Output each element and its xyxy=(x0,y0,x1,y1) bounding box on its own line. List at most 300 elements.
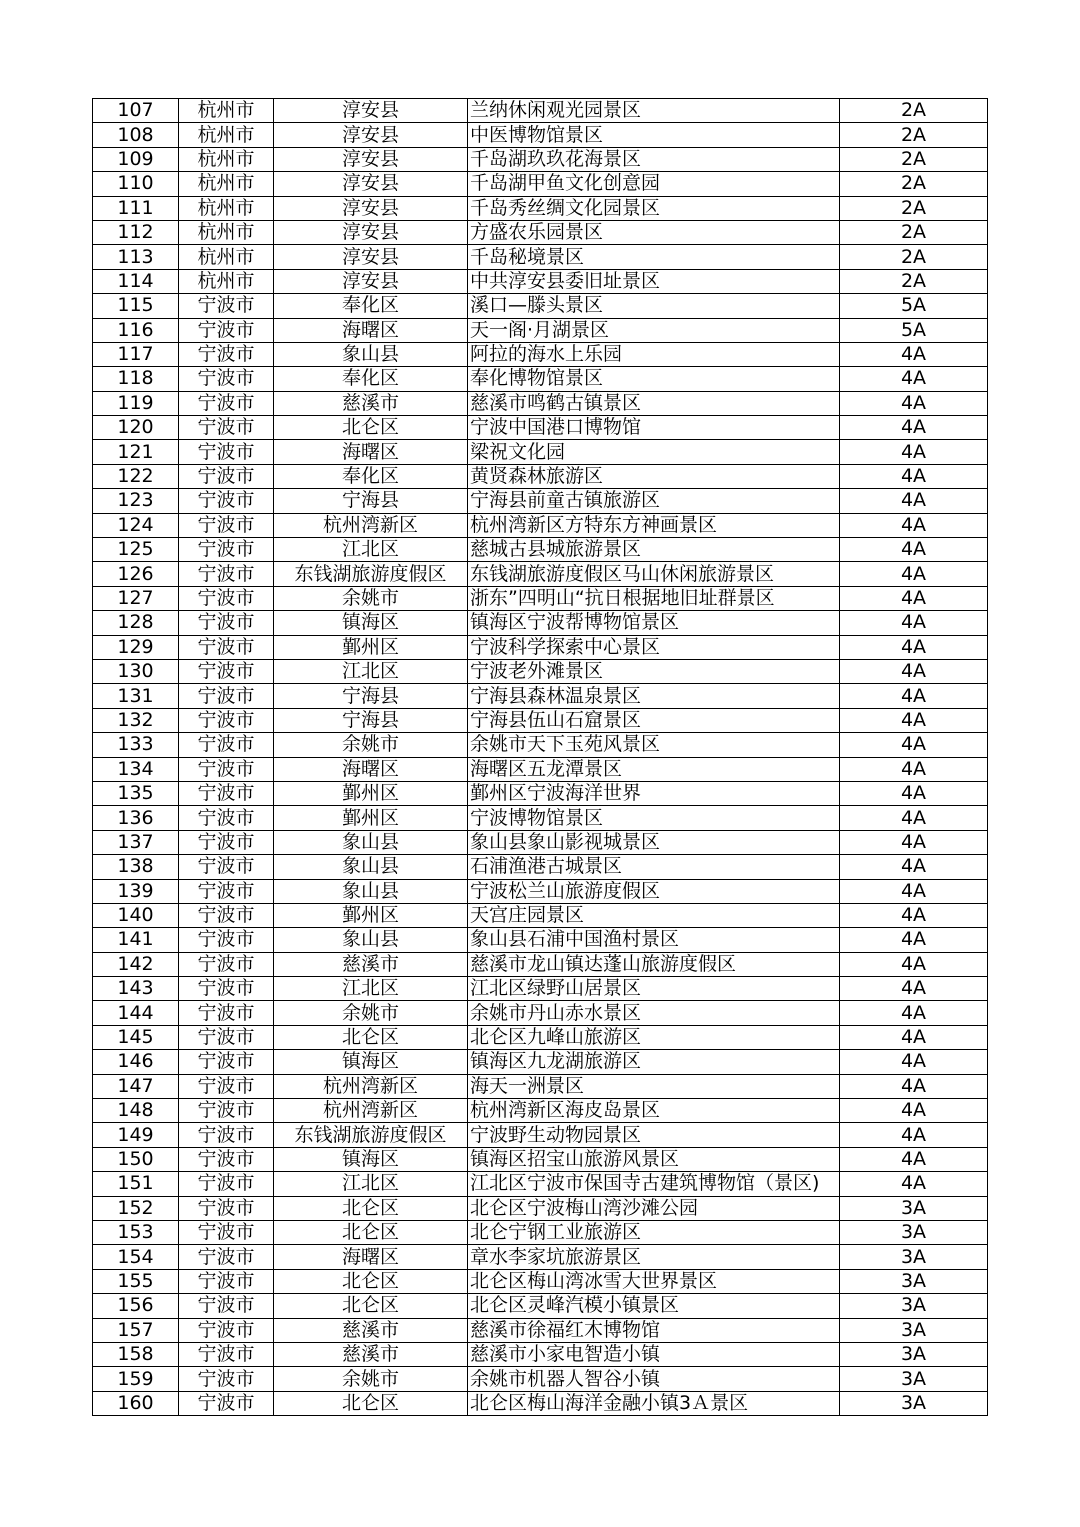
rating-level-cell: 2A xyxy=(840,269,988,293)
table-row xyxy=(93,1220,988,1244)
city-cell: 宁波市 xyxy=(179,318,274,342)
city-cell: 宁波市 xyxy=(179,879,274,903)
city-cell: 宁波市 xyxy=(179,464,274,488)
district-cell: 海曙区 xyxy=(274,318,468,342)
scenic-area-name-cell: 镇海区宁波帮博物馆景区 xyxy=(468,611,840,635)
table-row xyxy=(93,1050,988,1074)
scenic-area-name-cell: 宁波科学探索中心景区 xyxy=(468,635,840,659)
table-row xyxy=(93,1147,988,1171)
rating-level-cell: 4A xyxy=(840,342,988,366)
scenic-area-name-cell: 北仑区灵峰汽模小镇景区 xyxy=(468,1294,840,1318)
table-row xyxy=(93,977,988,1001)
row-number-cell: 121 xyxy=(93,440,179,464)
city-cell: 宁波市 xyxy=(179,1391,274,1415)
row-number-cell: 158 xyxy=(93,1342,179,1366)
city-cell: 宁波市 xyxy=(179,1196,274,1220)
rating-level-cell: 4A xyxy=(840,562,988,586)
rating-level-cell: 4A xyxy=(840,1025,988,1049)
city-cell: 杭州市 xyxy=(179,123,274,147)
scenic-area-name-cell: 北仑区九峰山旅游区 xyxy=(468,1025,840,1049)
row-number-cell: 134 xyxy=(93,757,179,781)
city-cell: 杭州市 xyxy=(179,99,274,123)
row-number-cell: 147 xyxy=(93,1074,179,1098)
table-row xyxy=(93,1318,988,1342)
district-cell: 象山县 xyxy=(274,855,468,879)
district-cell: 北仑区 xyxy=(274,1269,468,1293)
scenic-area-name-cell: 千岛湖甲鱼文化创意园 xyxy=(468,172,840,196)
rating-level-cell: 2A xyxy=(840,220,988,244)
rating-level-cell: 4A xyxy=(840,391,988,415)
rating-level-cell: 4A xyxy=(840,806,988,830)
scenic-area-name-cell: 杭州湾新区方特东方神画景区 xyxy=(468,513,840,537)
scenic-area-name-cell: 江北区宁波市保国寺古建筑博物馆（景区) xyxy=(468,1172,840,1196)
rating-level-cell: 4A xyxy=(840,611,988,635)
district-cell: 杭州湾新区 xyxy=(274,513,468,537)
table-row xyxy=(93,1196,988,1220)
rating-level-cell: 2A xyxy=(840,196,988,220)
row-number-cell: 144 xyxy=(93,1001,179,1025)
district-cell: 淳安县 xyxy=(274,99,468,123)
table-row xyxy=(93,586,988,610)
table-row xyxy=(93,294,988,318)
city-cell: 宁波市 xyxy=(179,562,274,586)
city-cell: 杭州市 xyxy=(179,220,274,244)
table-row xyxy=(93,123,988,147)
district-cell: 宁海县 xyxy=(274,684,468,708)
scenic-area-name-cell: 海曙区五龙潭景区 xyxy=(468,757,840,781)
scenic-area-name-cell: 镇海区九龙湖旅游区 xyxy=(468,1050,840,1074)
district-cell: 鄞州区 xyxy=(274,781,468,805)
row-number-cell: 131 xyxy=(93,684,179,708)
scenic-area-name-cell: 象山县石浦中国渔村景区 xyxy=(468,928,840,952)
scenic-area-name-cell: 慈溪市鸣鹤古镇景区 xyxy=(468,391,840,415)
city-cell: 宁波市 xyxy=(179,1099,274,1123)
district-cell: 江北区 xyxy=(274,977,468,1001)
row-number-cell: 130 xyxy=(93,659,179,683)
city-cell: 宁波市 xyxy=(179,1050,274,1074)
rating-level-cell: 5A xyxy=(840,318,988,342)
city-cell: 宁波市 xyxy=(179,294,274,318)
city-cell: 宁波市 xyxy=(179,1025,274,1049)
row-number-cell: 146 xyxy=(93,1050,179,1074)
rating-level-cell: 3A xyxy=(840,1391,988,1415)
row-number-cell: 150 xyxy=(93,1147,179,1171)
city-cell: 宁波市 xyxy=(179,830,274,854)
rating-level-cell: 4A xyxy=(840,708,988,732)
table-row xyxy=(93,1099,988,1123)
rating-level-cell: 4A xyxy=(840,1074,988,1098)
rating-level-cell: 4A xyxy=(840,684,988,708)
scenic-area-name-cell: 慈溪市小家电智造小镇 xyxy=(468,1342,840,1366)
scenic-area-name-cell: 千岛秀丝绸文化园景区 xyxy=(468,196,840,220)
city-cell: 宁波市 xyxy=(179,1123,274,1147)
rating-level-cell: 4A xyxy=(840,757,988,781)
row-number-cell: 140 xyxy=(93,903,179,927)
district-cell: 北仑区 xyxy=(274,1220,468,1244)
table-row xyxy=(93,903,988,927)
city-cell: 宁波市 xyxy=(179,952,274,976)
city-cell: 宁波市 xyxy=(179,1172,274,1196)
scenic-area-name-cell: 宁海县伍山石窟景区 xyxy=(468,708,840,732)
table-row xyxy=(93,806,988,830)
city-cell: 杭州市 xyxy=(179,172,274,196)
row-number-cell: 123 xyxy=(93,489,179,513)
rating-level-cell: 4A xyxy=(840,879,988,903)
row-number-cell: 139 xyxy=(93,879,179,903)
district-cell: 江北区 xyxy=(274,659,468,683)
scenic-area-name-cell: 镇海区招宝山旅游风景区 xyxy=(468,1147,840,1171)
district-cell: 淳安县 xyxy=(274,147,468,171)
row-number-cell: 113 xyxy=(93,245,179,269)
row-number-cell: 135 xyxy=(93,781,179,805)
rating-level-cell: 3A xyxy=(840,1196,988,1220)
district-cell: 镇海区 xyxy=(274,1147,468,1171)
scenic-area-name-cell: 北仑区梅山湾冰雪大世界景区 xyxy=(468,1269,840,1293)
district-cell: 慈溪市 xyxy=(274,391,468,415)
scenic-area-name-cell: 鄞州区宁波海洋世界 xyxy=(468,781,840,805)
rating-level-cell: 4A xyxy=(840,903,988,927)
table-row xyxy=(93,318,988,342)
city-cell: 宁波市 xyxy=(179,342,274,366)
city-cell: 宁波市 xyxy=(179,757,274,781)
row-number-cell: 155 xyxy=(93,1269,179,1293)
rating-level-cell: 4A xyxy=(840,367,988,391)
rating-level-cell: 4A xyxy=(840,977,988,1001)
rating-level-cell: 5A xyxy=(840,294,988,318)
row-number-cell: 124 xyxy=(93,513,179,537)
district-cell: 象山县 xyxy=(274,830,468,854)
district-cell: 北仑区 xyxy=(274,1391,468,1415)
row-number-cell: 122 xyxy=(93,464,179,488)
table-row xyxy=(93,1074,988,1098)
rating-level-cell: 4A xyxy=(840,733,988,757)
table-row xyxy=(93,416,988,440)
rating-level-cell: 4A xyxy=(840,538,988,562)
rating-level-cell: 3A xyxy=(840,1318,988,1342)
table-row xyxy=(93,1123,988,1147)
rating-level-cell: 2A xyxy=(840,99,988,123)
scenic-area-name-cell: 阿拉的海水上乐园 xyxy=(468,342,840,366)
scenic-area-name-cell: 梁祝文化园 xyxy=(468,440,840,464)
row-number-cell: 127 xyxy=(93,586,179,610)
row-number-cell: 111 xyxy=(93,196,179,220)
rating-level-cell: 3A xyxy=(840,1367,988,1391)
table-row xyxy=(93,855,988,879)
row-number-cell: 148 xyxy=(93,1099,179,1123)
scenic-area-name-cell: 慈城古县城旅游景区 xyxy=(468,538,840,562)
table-row xyxy=(93,1294,988,1318)
scenic-area-name-cell: 江北区绿野山居景区 xyxy=(468,977,840,1001)
rating-level-cell: 4A xyxy=(840,928,988,952)
city-cell: 宁波市 xyxy=(179,855,274,879)
city-cell: 宁波市 xyxy=(179,1342,274,1366)
city-cell: 杭州市 xyxy=(179,245,274,269)
scenic-area-name-cell: 余姚市丹山赤水景区 xyxy=(468,1001,840,1025)
table-row xyxy=(93,1245,988,1269)
scenic-area-name-cell: 宁海县森林温泉景区 xyxy=(468,684,840,708)
table-row xyxy=(93,538,988,562)
city-cell: 宁波市 xyxy=(179,586,274,610)
table-row xyxy=(93,464,988,488)
district-cell: 淳安县 xyxy=(274,245,468,269)
scenic-area-name-cell: 奉化博物馆景区 xyxy=(468,367,840,391)
district-cell: 宁海县 xyxy=(274,708,468,732)
city-cell: 宁波市 xyxy=(179,708,274,732)
district-cell: 余姚市 xyxy=(274,1001,468,1025)
scenic-area-name-cell: 黄贤森林旅游区 xyxy=(468,464,840,488)
district-cell: 海曙区 xyxy=(274,1245,468,1269)
district-cell: 鄞州区 xyxy=(274,903,468,927)
city-cell: 杭州市 xyxy=(179,269,274,293)
row-number-cell: 115 xyxy=(93,294,179,318)
district-cell: 慈溪市 xyxy=(274,952,468,976)
scenic-area-name-cell: 海天一洲景区 xyxy=(468,1074,840,1098)
city-cell: 宁波市 xyxy=(179,903,274,927)
scenic-area-name-cell: 千岛秘境景区 xyxy=(468,245,840,269)
rating-level-cell: 2A xyxy=(840,147,988,171)
table-row xyxy=(93,513,988,537)
row-number-cell: 125 xyxy=(93,538,179,562)
rating-level-cell: 3A xyxy=(840,1245,988,1269)
rating-level-cell: 4A xyxy=(840,1001,988,1025)
district-cell: 淳安县 xyxy=(274,172,468,196)
district-cell: 淳安县 xyxy=(274,196,468,220)
scenic-area-name-cell: 兰纳休闲观光园景区 xyxy=(468,99,840,123)
scenic-area-name-cell: 北仑区梅山海洋金融小镇3Ａ景区 xyxy=(468,1391,840,1415)
row-number-cell: 145 xyxy=(93,1025,179,1049)
rating-level-cell: 4A xyxy=(840,416,988,440)
table-row xyxy=(93,1342,988,1366)
scenic-area-name-cell: 宁波博物馆景区 xyxy=(468,806,840,830)
table-row xyxy=(93,684,988,708)
district-cell: 慈溪市 xyxy=(274,1318,468,1342)
rating-level-cell: 4A xyxy=(840,952,988,976)
table-row xyxy=(93,952,988,976)
district-cell: 北仑区 xyxy=(274,1294,468,1318)
row-number-cell: 116 xyxy=(93,318,179,342)
scenic-area-table-sheet xyxy=(92,98,987,1416)
row-number-cell: 149 xyxy=(93,1123,179,1147)
row-number-cell: 128 xyxy=(93,611,179,635)
district-cell: 鄞州区 xyxy=(274,806,468,830)
city-cell: 宁波市 xyxy=(179,538,274,562)
scenic-area-name-cell: 宁海县前童古镇旅游区 xyxy=(468,489,840,513)
city-cell: 宁波市 xyxy=(179,977,274,1001)
district-cell: 杭州湾新区 xyxy=(274,1099,468,1123)
rating-level-cell: 4A xyxy=(840,464,988,488)
rating-level-cell: 4A xyxy=(840,513,988,537)
rating-level-cell: 2A xyxy=(840,172,988,196)
row-number-cell: 151 xyxy=(93,1172,179,1196)
scenic-area-name-cell: 千岛湖玖玖花海景区 xyxy=(468,147,840,171)
scenic-area-name-cell: 慈溪市龙山镇达蓬山旅游度假区 xyxy=(468,952,840,976)
row-number-cell: 141 xyxy=(93,928,179,952)
table-row xyxy=(93,196,988,220)
rating-level-cell: 4A xyxy=(840,1147,988,1171)
table-row xyxy=(93,562,988,586)
row-number-cell: 107 xyxy=(93,99,179,123)
rating-level-cell: 4A xyxy=(840,781,988,805)
rating-level-cell: 3A xyxy=(840,1294,988,1318)
district-cell: 鄞州区 xyxy=(274,635,468,659)
table-row xyxy=(93,733,988,757)
rating-level-cell: 4A xyxy=(840,635,988,659)
district-cell: 奉化区 xyxy=(274,294,468,318)
table-row xyxy=(93,708,988,732)
row-number-cell: 126 xyxy=(93,562,179,586)
city-cell: 宁波市 xyxy=(179,391,274,415)
city-cell: 杭州市 xyxy=(179,196,274,220)
district-cell: 江北区 xyxy=(274,1172,468,1196)
city-cell: 宁波市 xyxy=(179,367,274,391)
district-cell: 象山县 xyxy=(274,928,468,952)
row-number-cell: 118 xyxy=(93,367,179,391)
table-row xyxy=(93,1391,988,1415)
scenic-area-name-cell: 溪口—滕头景区 xyxy=(468,294,840,318)
table-row xyxy=(93,635,988,659)
scenic-area-name-cell: 北仑宁钢工业旅游区 xyxy=(468,1220,840,1244)
table-row xyxy=(93,659,988,683)
scenic-area-name-cell: 东钱湖旅游度假区马山休闲旅游景区 xyxy=(468,562,840,586)
table-row xyxy=(93,440,988,464)
scenic-area-name-cell: 慈溪市徐福红木博物馆 xyxy=(468,1318,840,1342)
scenic-area-name-cell: 浙东”四明山“抗日根据地旧址群景区 xyxy=(468,586,840,610)
row-number-cell: 160 xyxy=(93,1391,179,1415)
table-row xyxy=(93,611,988,635)
table-body xyxy=(93,99,988,1416)
city-cell: 宁波市 xyxy=(179,659,274,683)
scenic-area-name-cell: 余姚市天下玉苑风景区 xyxy=(468,733,840,757)
scenic-area-name-cell: 方盛农乐园景区 xyxy=(468,220,840,244)
city-cell: 宁波市 xyxy=(179,684,274,708)
row-number-cell: 152 xyxy=(93,1196,179,1220)
city-cell: 宁波市 xyxy=(179,513,274,537)
district-cell: 镇海区 xyxy=(274,611,468,635)
rating-level-cell: 4A xyxy=(840,659,988,683)
table-row xyxy=(93,1001,988,1025)
row-number-cell: 137 xyxy=(93,830,179,854)
row-number-cell: 157 xyxy=(93,1318,179,1342)
scenic-area-name-cell: 天一阁·月湖景区 xyxy=(468,318,840,342)
scenic-area-name-cell: 天宫庄园景区 xyxy=(468,903,840,927)
rating-level-cell: 4A xyxy=(840,830,988,854)
scenic-area-name-cell: 宁波中国港口博物馆 xyxy=(468,416,840,440)
scenic-area-name-cell: 北仑区宁波梅山湾沙滩公园 xyxy=(468,1196,840,1220)
scenic-area-name-cell: 余姚市机器人智谷小镇 xyxy=(468,1367,840,1391)
city-cell: 宁波市 xyxy=(179,1318,274,1342)
city-cell: 宁波市 xyxy=(179,928,274,952)
district-cell: 东钱湖旅游度假区 xyxy=(274,562,468,586)
row-number-cell: 119 xyxy=(93,391,179,415)
city-cell: 宁波市 xyxy=(179,806,274,830)
table-row xyxy=(93,99,988,123)
table-row xyxy=(93,1172,988,1196)
city-cell: 宁波市 xyxy=(179,611,274,635)
city-cell: 宁波市 xyxy=(179,733,274,757)
city-cell: 宁波市 xyxy=(179,781,274,805)
table-row xyxy=(93,367,988,391)
rating-level-cell: 4A xyxy=(840,586,988,610)
city-cell: 宁波市 xyxy=(179,1074,274,1098)
district-cell: 淳安县 xyxy=(274,123,468,147)
row-number-cell: 138 xyxy=(93,855,179,879)
row-number-cell: 110 xyxy=(93,172,179,196)
rating-level-cell: 3A xyxy=(840,1342,988,1366)
scenic-area-name-cell: 宁波松兰山旅游度假区 xyxy=(468,879,840,903)
table-row xyxy=(93,147,988,171)
city-cell: 宁波市 xyxy=(179,1294,274,1318)
scenic-area-name-cell: 石浦渔港古城景区 xyxy=(468,855,840,879)
scenic-area-name-cell: 中医博物馆景区 xyxy=(468,123,840,147)
row-number-cell: 120 xyxy=(93,416,179,440)
row-number-cell: 142 xyxy=(93,952,179,976)
row-number-cell: 117 xyxy=(93,342,179,366)
rating-level-cell: 4A xyxy=(840,489,988,513)
table-row xyxy=(93,1367,988,1391)
table-row xyxy=(93,172,988,196)
district-cell: 海曙区 xyxy=(274,757,468,781)
row-number-cell: 114 xyxy=(93,269,179,293)
scenic-area-name-cell: 杭州湾新区海皮岛景区 xyxy=(468,1099,840,1123)
district-cell: 杭州湾新区 xyxy=(274,1074,468,1098)
district-cell: 象山县 xyxy=(274,879,468,903)
district-cell: 奉化区 xyxy=(274,367,468,391)
rating-level-cell: 3A xyxy=(840,1269,988,1293)
table-row xyxy=(93,269,988,293)
district-cell: 东钱湖旅游度假区 xyxy=(274,1123,468,1147)
rating-level-cell: 2A xyxy=(840,245,988,269)
city-cell: 杭州市 xyxy=(179,147,274,171)
table-row xyxy=(93,1269,988,1293)
rating-level-cell: 2A xyxy=(840,123,988,147)
row-number-cell: 132 xyxy=(93,708,179,732)
rating-level-cell: 4A xyxy=(840,1172,988,1196)
city-cell: 宁波市 xyxy=(179,1367,274,1391)
district-cell: 淳安县 xyxy=(274,269,468,293)
row-number-cell: 153 xyxy=(93,1220,179,1244)
rating-level-cell: 4A xyxy=(840,1099,988,1123)
row-number-cell: 129 xyxy=(93,635,179,659)
district-cell: 海曙区 xyxy=(274,440,468,464)
table-row xyxy=(93,220,988,244)
table-row xyxy=(93,830,988,854)
row-number-cell: 154 xyxy=(93,1245,179,1269)
row-number-cell: 156 xyxy=(93,1294,179,1318)
scenic-area-name-cell: 宁波老外滩景区 xyxy=(468,659,840,683)
row-number-cell: 133 xyxy=(93,733,179,757)
rating-level-cell: 4A xyxy=(840,855,988,879)
table-row xyxy=(93,391,988,415)
city-cell: 宁波市 xyxy=(179,1147,274,1171)
city-cell: 宁波市 xyxy=(179,635,274,659)
city-cell: 宁波市 xyxy=(179,489,274,513)
table-row xyxy=(93,245,988,269)
district-cell: 北仑区 xyxy=(274,1196,468,1220)
city-cell: 宁波市 xyxy=(179,1269,274,1293)
district-cell: 奉化区 xyxy=(274,464,468,488)
city-cell: 宁波市 xyxy=(179,1220,274,1244)
row-number-cell: 112 xyxy=(93,220,179,244)
scenic-area-name-cell: 象山县象山影视城景区 xyxy=(468,830,840,854)
district-cell: 北仑区 xyxy=(274,1025,468,1049)
district-cell: 余姚市 xyxy=(274,1367,468,1391)
row-number-cell: 109 xyxy=(93,147,179,171)
table-row xyxy=(93,757,988,781)
row-number-cell: 136 xyxy=(93,806,179,830)
rating-level-cell: 4A xyxy=(840,1050,988,1074)
district-cell: 江北区 xyxy=(274,538,468,562)
table-row xyxy=(93,1025,988,1049)
